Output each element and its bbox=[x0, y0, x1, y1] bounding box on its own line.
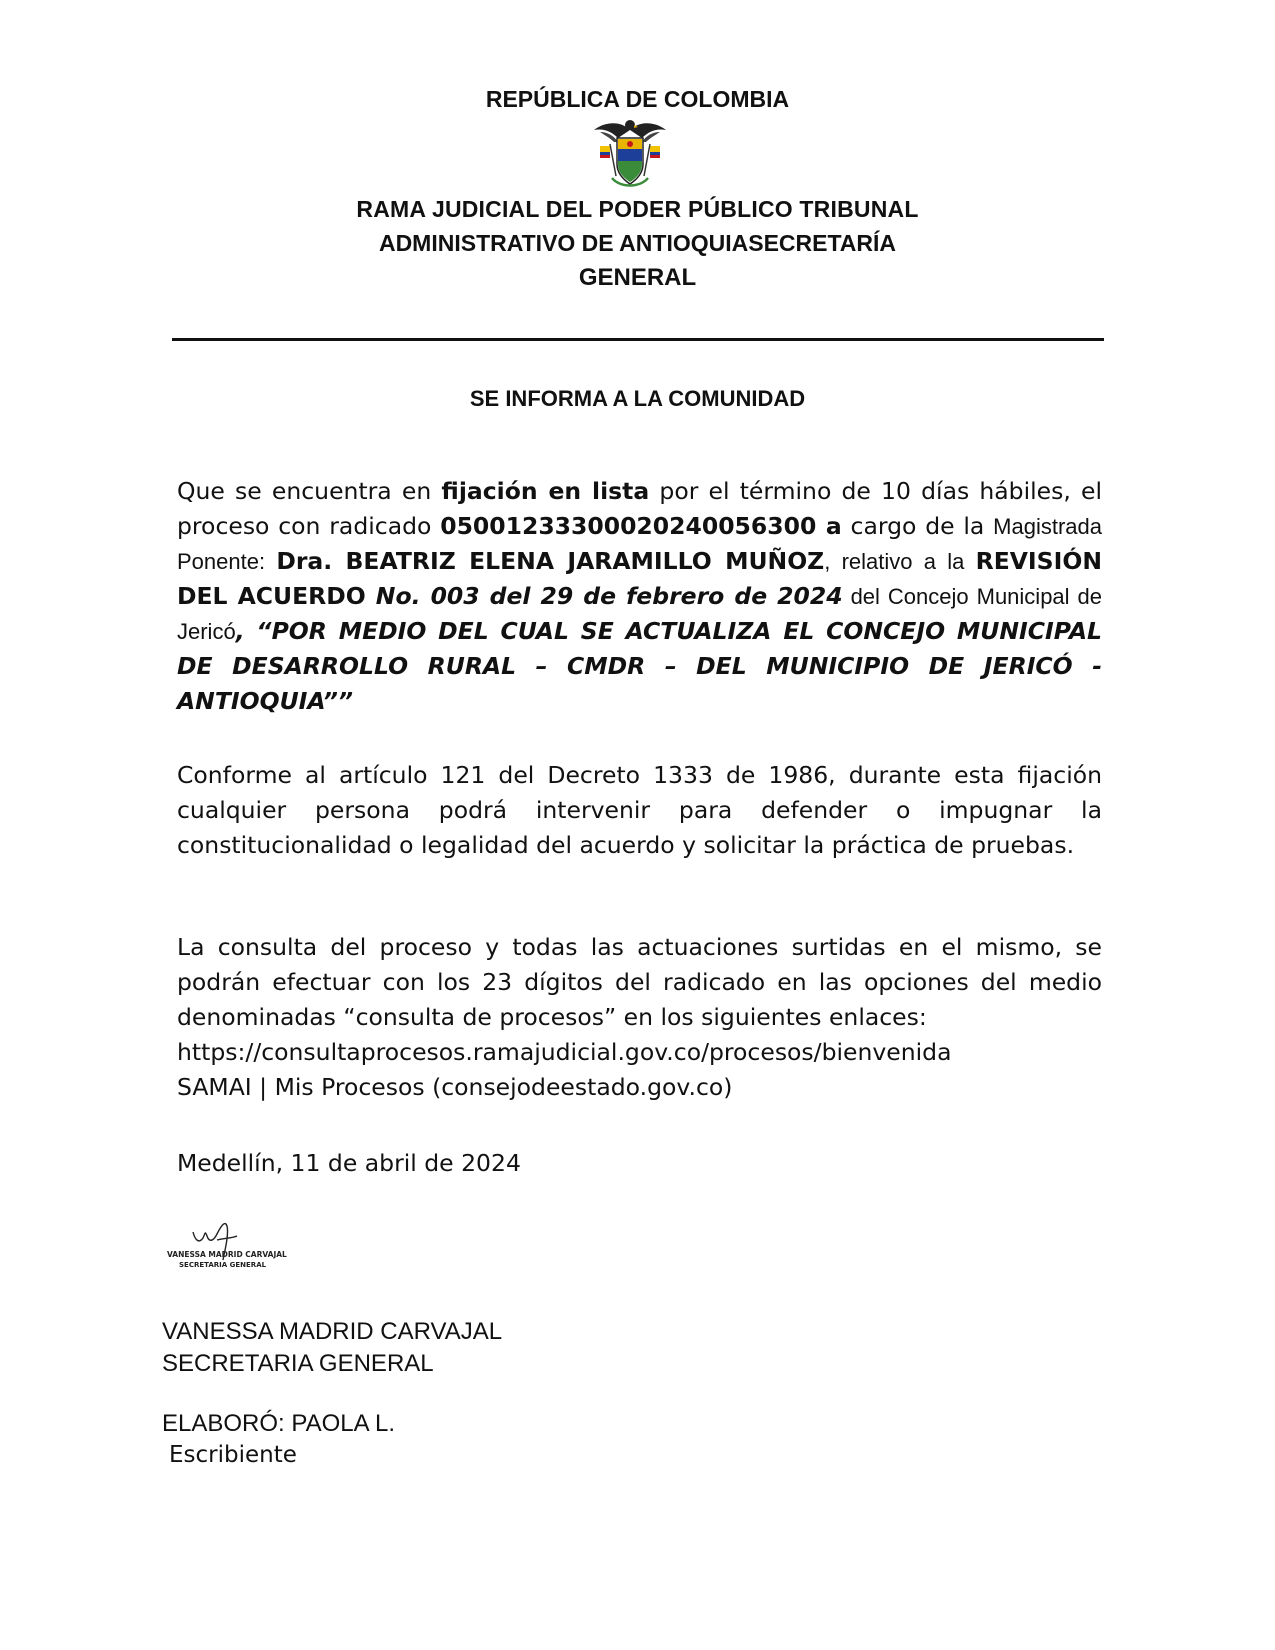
institution-heading-line-2: ADMINISTRATIVO DE ANTIOQUIASECRETARÍA bbox=[378, 230, 897, 256]
p1-text: por el término de 10 días hábiles, el proceso con radicado bbox=[177, 477, 1102, 540]
notice-title: SE INFORMA A LA COMUNIDAD bbox=[469, 386, 806, 411]
handwritten-signature bbox=[165, 1210, 295, 1276]
signer-name: VANESSA MADRID CARVAJAL bbox=[162, 1318, 503, 1345]
signer-title: SECRETARIA GENERAL bbox=[162, 1350, 434, 1377]
council-name: Concejo Municipal de Jericó bbox=[177, 584, 1102, 644]
rama-judicial-link[interactable]: https://consultaprocesos.ramajudicial.gov.co/procesos/bienvenida bbox=[177, 1038, 952, 1066]
p1-text: Que se encuentra en bbox=[177, 477, 442, 505]
p1-text: del bbox=[842, 584, 888, 609]
notice-paragraph-1 bbox=[177, 474, 1102, 719]
institution-heading-line-3: GENERAL bbox=[578, 264, 697, 291]
samai-link[interactable]: SAMAI | Mis Procesos (consejodeestado.gov.co) bbox=[177, 1073, 733, 1101]
p1-text: Magistrada Ponente: bbox=[177, 514, 1102, 574]
agreement-title: , “POR MEDIO DEL CUAL SE ACTUALIZA EL CONCEJO MUNICIPAL DE DESARROLLO RURAL – CMDR – DEL MUNICIPIO DE JERICÓ - ANTIOQUIA”” bbox=[177, 617, 1102, 715]
signature-stamp-title: SECRETARIA GENERAL bbox=[179, 1261, 267, 1269]
agreement-number: No. 003 del 29 de febrero de 2024 bbox=[375, 582, 843, 610]
institution-heading-line-1: RAMA JUDICIAL DEL PODER PÚBLICO TRIBUNAL bbox=[356, 196, 919, 222]
header-divider bbox=[172, 338, 1104, 341]
issue-date: Medellín, 11 de abril de 2024 bbox=[177, 1149, 521, 1177]
review-label: REVISIÓN DEL ACUERDO bbox=[177, 547, 1102, 610]
prepared-by: ELABORÓ: PAOLA L. bbox=[162, 1410, 395, 1437]
notice-paragraph-2: Conforme al artículo 121 del Decreto 1333 de 1986, durante esta fijación cualquier persona podrá intervenir para defender o impugnar la constitucionalidad o legalidad del acuerdo y solicitar la práctica de pruebas. bbox=[177, 761, 1102, 859]
p1-text: , relativo a la bbox=[824, 549, 976, 574]
case-number: 05001233300020240056300 a bbox=[440, 512, 842, 540]
magistrate-name: Dra. BEATRIZ ELENA JARAMILLO MUÑOZ bbox=[276, 547, 825, 575]
country-heading: REPÚBLICA DE COLOMBIA bbox=[485, 86, 790, 112]
p1-text: cargo de la bbox=[841, 512, 994, 540]
p1-fixation-label: fijación en lista bbox=[441, 477, 650, 505]
consultation-text: La consulta del proceso y todas las actuaciones surtidas en el mismo, se podrán efectuar con los 23 dígitos del radicado en las opciones del medio denominadas “consulta de procesos” en los siguientes enlaces: bbox=[177, 933, 1102, 1031]
prepared-by-role: Escribiente bbox=[169, 1442, 297, 1468]
coat-of-arms-icon bbox=[590, 116, 670, 192]
signature-stamp-name: VANESSA MADRID CARVAJAL bbox=[167, 1250, 287, 1259]
notice-paragraph-3 bbox=[177, 930, 1102, 1105]
